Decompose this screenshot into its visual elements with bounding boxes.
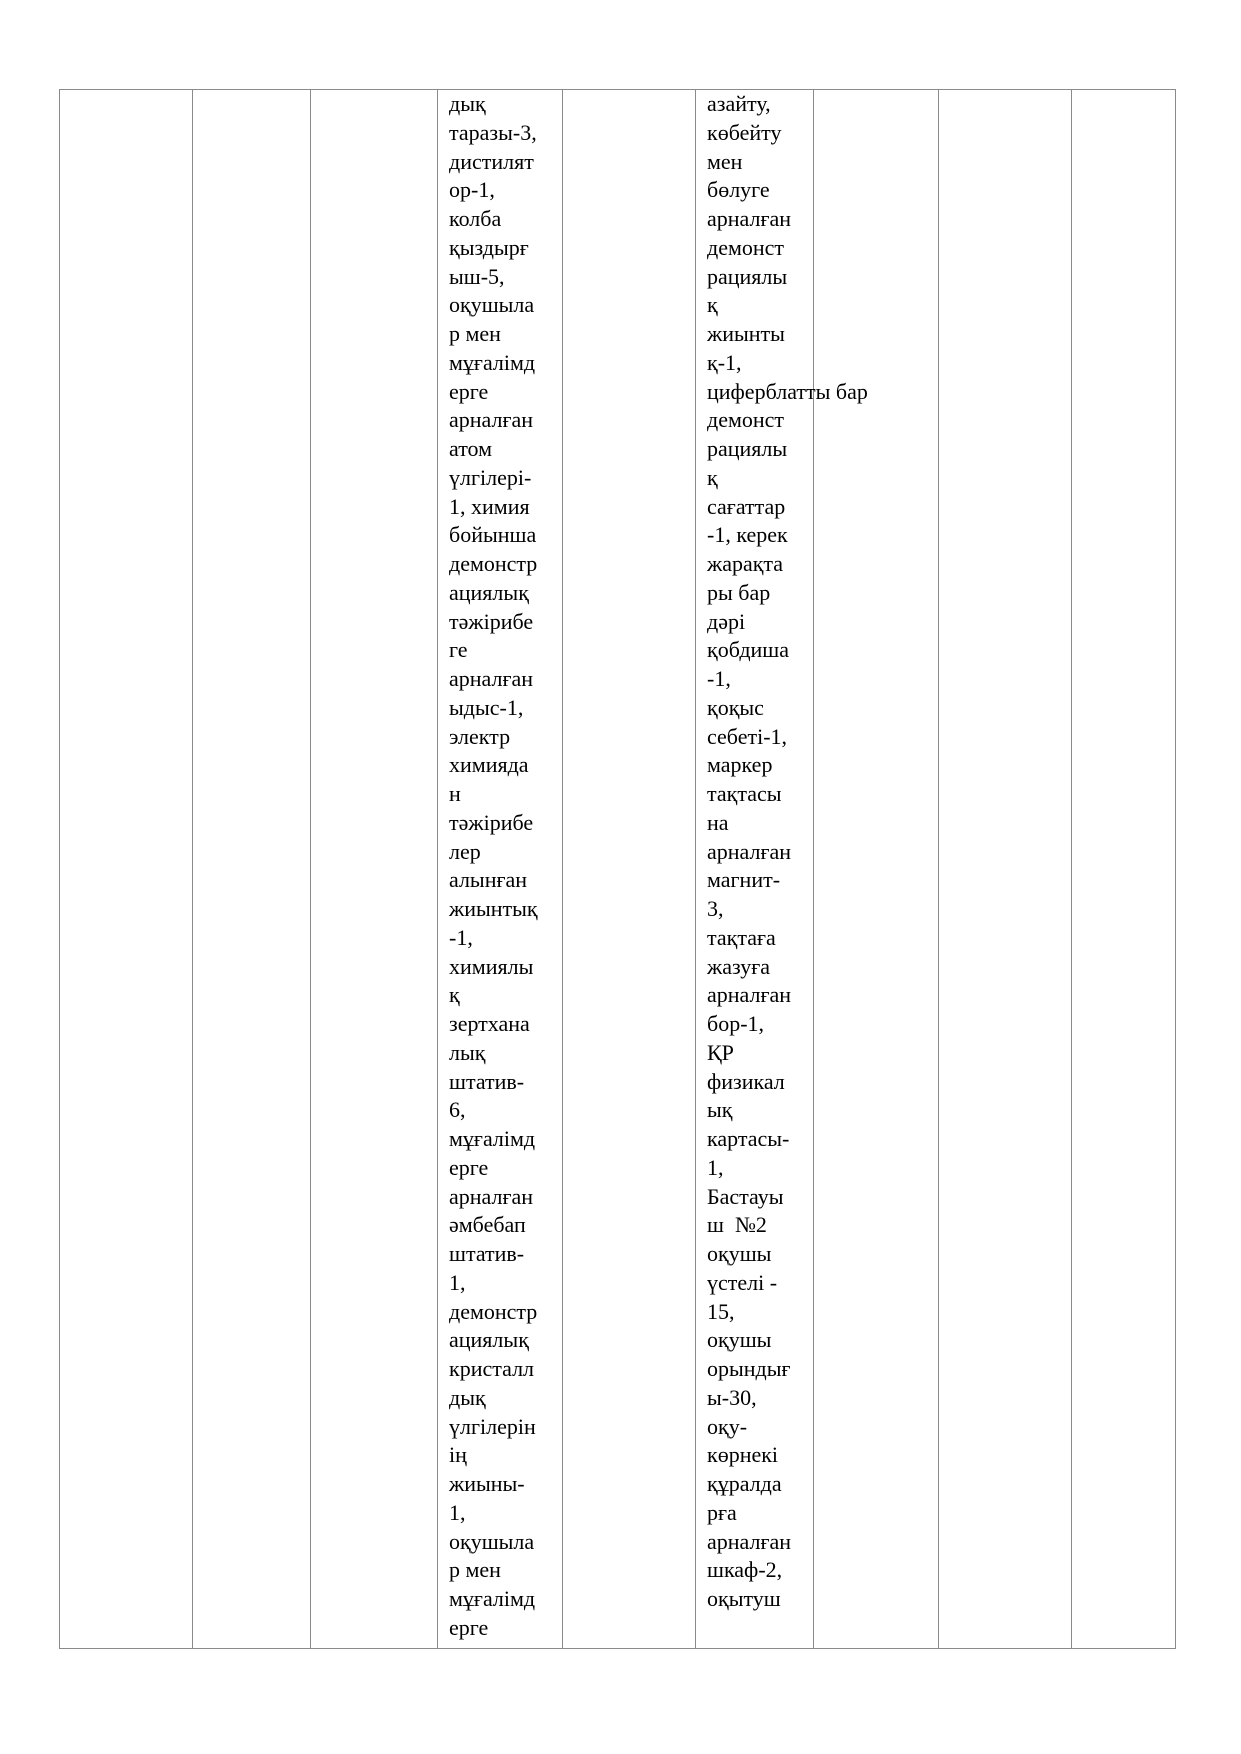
- table-cell-3: [311, 90, 438, 1649]
- table-cell-7: [814, 90, 939, 1649]
- furniture-list-text: азайту, көбейту мен бөлуге арналған демонст рациялы қ жиынты қ-1, циферблатты бар демонст рациялы қ сағаттар -1, керек жарақта ры бар дәрі қобдиша -1, қоқыс себеті-1, маркер тақтасы на арналған магнит- 3, тақтаға жазуға арналған бор-1, ҚР физикал ық картасы- 1, Бастауы ш №2 оқушы үстелі - 15, оқушы орындығ ы-30, оқу- көрнекі құралда рға арналған шкаф-2, оқытуш: [707, 91, 868, 1611]
- table-cell-equipment-list: [438, 90, 563, 1649]
- table-cell-5: [563, 90, 696, 1649]
- equipment-list-text: дық таразы-3, дистилят ор-1, колба қыздырғ ыш-5, оқушыла р мен мұғалімд ерге арналған атом үлгілері- 1, химия бойынша демонстр ациялық тәжірибе ге арналған ыдыс-1, электр химияда н тәжірибе лер алынған жиынтық -1, химиялы қ зертхана лық штатив- 6, мұғалімд ерге арналған әмбебап штатив- 1, демонстр ациялық кристалл дық үлгілерін ің жиыны- 1, оқушыла р мен мұғалімд ерге: [449, 91, 538, 1640]
- document-table: [59, 89, 1176, 1649]
- table-cell-1: [60, 90, 193, 1649]
- table-cell-furniture-list: [696, 90, 868, 1649]
- table-cell-9: [1072, 90, 1176, 1649]
- table-cell-2: [193, 90, 311, 1649]
- table-cell-8: [939, 90, 1072, 1649]
- table-row: [60, 90, 1176, 1649]
